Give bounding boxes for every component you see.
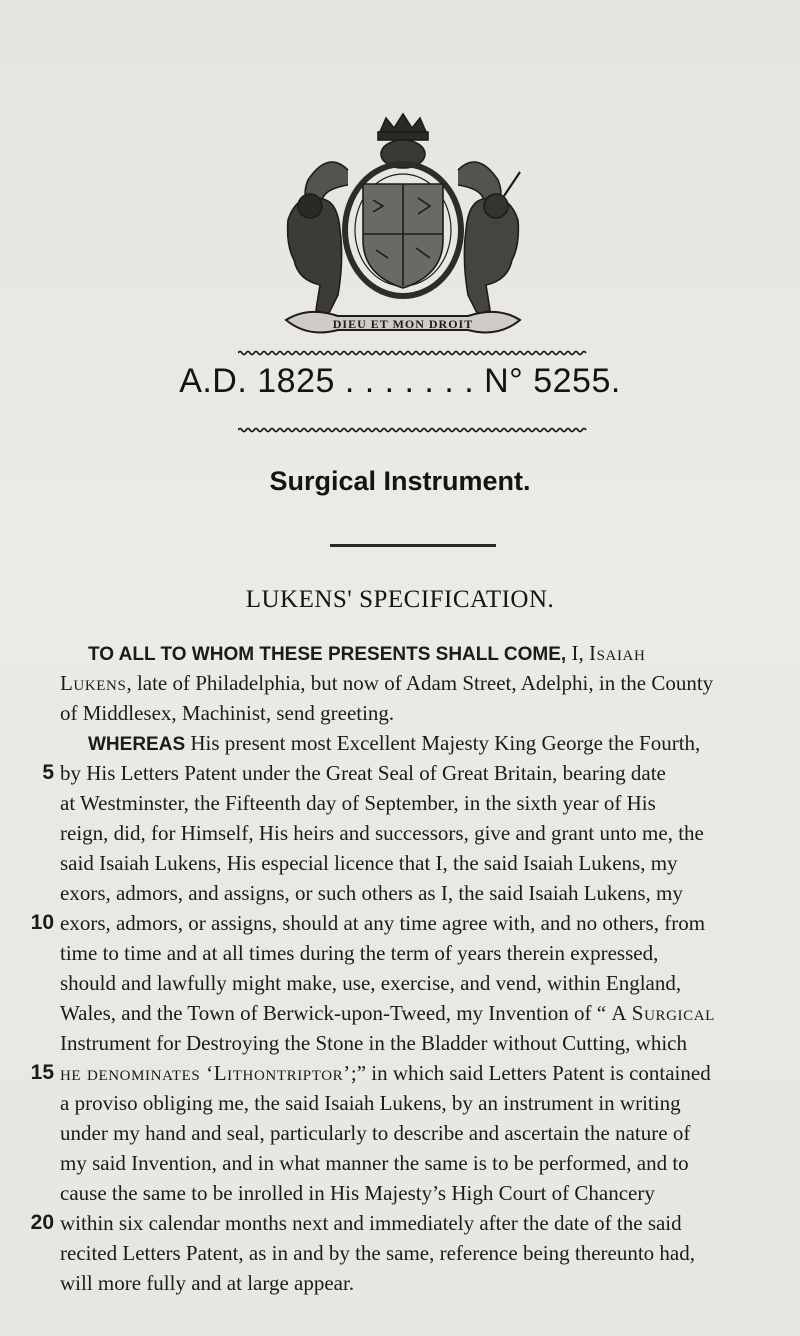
body-line-11: time to time and at all times during the term of years therein expressed,: [60, 941, 659, 965]
patent-number-line: [0, 362, 800, 401]
line-number-20: 20: [30, 1211, 54, 1234]
body-line-20: within six calendar months next and immediately after the date of the said: [60, 1211, 682, 1235]
body-line-18: my said Invention, and in what manner the same is to be performed, and to: [60, 1151, 689, 1175]
body-line-10: exors, admors, or assigns, should at any time agree with, and no others, from: [60, 911, 706, 935]
body-line-13: Wales, and the Town of Berwick-upon-Tweed, my Invention of “ A Surgical: [60, 1001, 715, 1025]
line-number-10: 10: [30, 911, 54, 934]
body-line-2: Lukens, late of Philadelphia, but now of Adam Street, Adelphi, in the County: [60, 671, 714, 695]
body-line-6: at Westminster, the Fifteenth day of September, in the sixth year of His: [60, 791, 656, 815]
crest-motto: DIEU ET MON DROIT: [332, 317, 474, 331]
body-line-1: TO ALL TO WHOM THESE PRESENTS SHALL COME, I, Isaiah: [88, 641, 646, 665]
body-line-9: exors, admors, and assigns, or such others as I, the said Isaiah Lukens, my: [60, 881, 683, 905]
subject-title: Surgical Instrument.: [269, 466, 531, 496]
body-line-12: should and lawfully might make, use, exercise, and vend, within England,: [60, 971, 682, 995]
body-line-17: under my hand and seal, particularly to describe and ascertain the nature of: [60, 1121, 691, 1145]
whereas-keyword: WHEREAS: [88, 734, 186, 755]
specification-heading: LUKENS' SPECIFICATION.: [245, 586, 555, 613]
invention-title-start: A Surgical: [611, 1001, 715, 1025]
body-line-22: will more fully and at large appear.: [60, 1271, 355, 1295]
body-line-14: Instrument for Destroying the Stone in the Bladder without Cutting, which: [60, 1031, 687, 1055]
year-label: A.D. 1825: [179, 362, 335, 400]
body-line-7: reign, did, for Himself, His heirs and successors, give and grant unto me, the: [60, 821, 704, 845]
body-line-19: cause the same to be inrolled in His Majesty’s High Court of Chancery: [60, 1181, 655, 1205]
body-line-16: a proviso obliging me, the said Isaiah Lukens, by an instrument in writing: [60, 1091, 681, 1115]
body-line-15: he denominates ‘Lithontriptor’;” in which said Letters Patent is contained: [60, 1061, 711, 1085]
header-rule-top: [238, 350, 588, 356]
body-line-8: said Isaiah Lukens, His especial licence that I, the said Isaiah Lukens, my: [60, 851, 678, 875]
invention-name: he denominates ‘Lithontriptor’: [60, 1061, 351, 1085]
header-rule-bottom: [238, 427, 588, 433]
royal-crest-icon: [268, 110, 538, 345]
grantor-surname: Lukens: [60, 671, 127, 695]
line-number-5: 5: [42, 761, 54, 784]
patent-number: N° 5255.: [484, 362, 621, 400]
dot-leader: . . . . . . .: [344, 362, 475, 400]
body-line-5: by His Letters Patent under the Great Seal of Great Britain, bearing date: [60, 761, 666, 785]
body-line-4: WHEREAS His present most Excellent Majesty King George the Fourth,: [88, 731, 701, 755]
body-line-3: of Middlesex, Machinist, send greeting.: [60, 701, 395, 725]
grantor-name: Isaiah: [588, 641, 646, 665]
line-number-15: 15: [30, 1061, 54, 1084]
section-divider: [330, 544, 496, 547]
opening-caps: TO ALL TO WHOM THESE PRESENTS SHALL COME,: [88, 644, 572, 665]
body-line-21: recited Letters Patent, as in and by the same, reference being thereunto had,: [60, 1241, 695, 1265]
